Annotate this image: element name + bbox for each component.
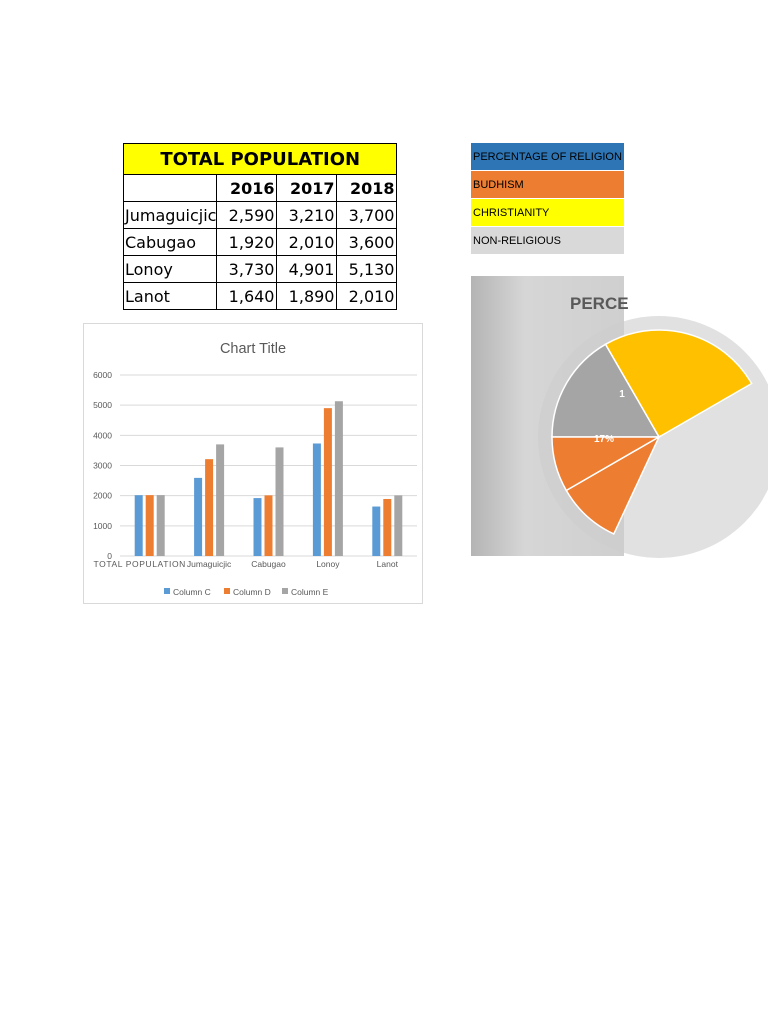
y-tick-label: 3000 — [93, 460, 112, 471]
cell-value: 1,920 — [217, 229, 277, 256]
cell-value: 2,010 — [337, 283, 397, 310]
religion-table — [471, 143, 624, 255]
year-header: 2017 — [277, 175, 337, 202]
pie-data-label: 1 — [619, 389, 625, 400]
religion-label: NON-RELIGIOUS — [473, 234, 562, 247]
bar — [157, 495, 165, 556]
religion-label: CHRISTIANITY — [473, 206, 550, 219]
year-header: 2016 — [217, 175, 277, 202]
religion-label: PERCENTAGE OF RELIGION — [473, 150, 622, 163]
religion-row-header — [471, 143, 624, 171]
y-tick-label: 6000 — [93, 370, 112, 380]
cell-value: 1,890 — [277, 283, 337, 310]
y-tick-label: 2000 — [93, 490, 112, 501]
cell-value: 3,700 — [337, 202, 397, 229]
cell-value: 2,590 — [217, 202, 277, 229]
cell-value: 5,130 — [337, 256, 397, 283]
cell-value: 3,600 — [337, 229, 397, 256]
bar — [324, 408, 332, 556]
table-row — [124, 202, 397, 229]
legend-label: Column E — [291, 587, 329, 597]
bar — [254, 498, 262, 556]
religion-label: BUDHISM — [473, 178, 524, 191]
table-title: TOTAL POPULATION — [124, 144, 397, 175]
table-header-blank — [124, 175, 217, 202]
y-tick-label: 1000 — [93, 520, 112, 531]
bar — [383, 499, 391, 556]
bar — [135, 495, 143, 556]
bar-chart-svg — [84, 324, 422, 603]
religion-row-non-religious — [471, 227, 624, 255]
religion-row-christianity — [471, 199, 624, 227]
population-table — [123, 143, 397, 310]
bar — [194, 478, 202, 556]
legend-label: Column D — [233, 587, 271, 597]
bar — [146, 495, 154, 556]
pie-chart[interactable] — [471, 276, 629, 556]
bar — [265, 495, 273, 556]
cell-value: 4,901 — [277, 256, 337, 283]
cell-value: 3,210 — [277, 202, 337, 229]
chart-title: Chart Title — [219, 341, 287, 357]
cell-value: 2,010 — [277, 229, 337, 256]
religion-row-budhism — [471, 171, 624, 199]
bar — [313, 443, 321, 556]
pie-chart-svg — [471, 276, 624, 556]
bar — [276, 447, 284, 556]
row-name: Lanot — [124, 283, 217, 310]
bar — [394, 495, 402, 556]
pie-data-label: 17% — [593, 434, 615, 445]
bar-chart[interactable] — [83, 323, 423, 604]
y-tick-label: 4000 — [93, 430, 112, 441]
table-row — [124, 283, 397, 310]
pie-chart-title: PERCE — [570, 294, 629, 313]
row-name: Jumaguicjic — [124, 202, 217, 229]
bar — [205, 459, 213, 556]
year-header: 2018 — [337, 175, 397, 202]
y-tick-label: 5000 — [93, 400, 112, 411]
cell-value: 3,730 — [217, 256, 277, 283]
legend-label: Column C — [173, 587, 211, 597]
legend-swatch — [224, 588, 230, 594]
bar — [216, 444, 224, 556]
legend-swatch — [282, 588, 288, 594]
y-tick-label: 0 — [107, 551, 112, 561]
table-title-row — [124, 144, 397, 175]
bar — [335, 401, 343, 556]
x-tick-label: TOTAL POPULATION — [93, 559, 186, 569]
x-tick-label: Cabugao — [251, 559, 286, 569]
x-tick-label: Lonoy — [316, 559, 340, 569]
row-name: Cabugao — [124, 229, 217, 256]
legend-swatch — [164, 588, 170, 594]
x-tick-label: Jumaguicjic — [186, 559, 232, 569]
table-row — [124, 256, 397, 283]
table-row — [124, 229, 397, 256]
table-header-row — [124, 175, 397, 202]
bar — [372, 507, 380, 556]
cell-value: 1,640 — [217, 283, 277, 310]
row-name: Lonoy — [124, 256, 217, 283]
x-tick-label: Lanot — [376, 559, 398, 569]
